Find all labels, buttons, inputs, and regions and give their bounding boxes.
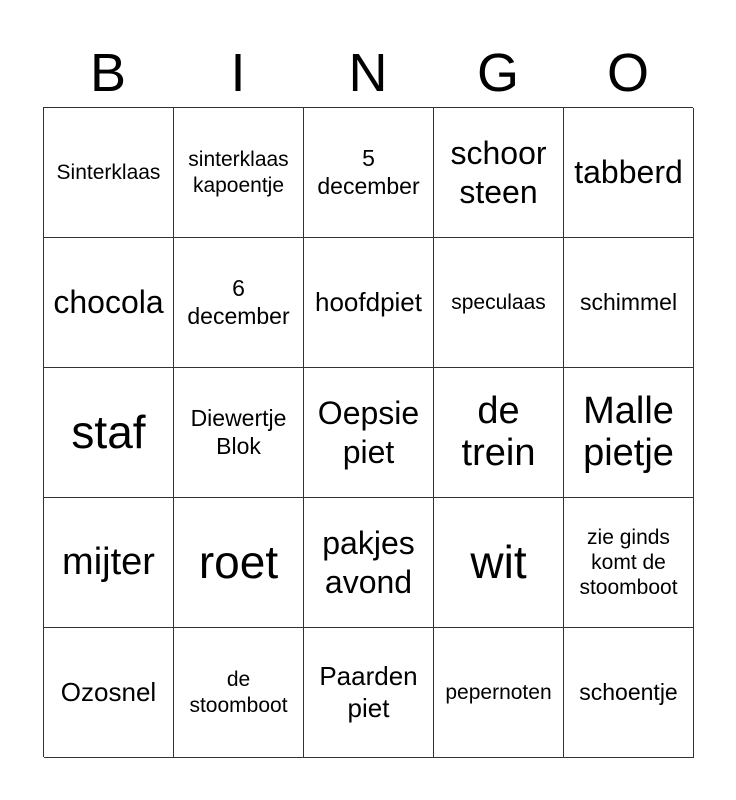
bingo-cell[interactable] [304,628,434,758]
bingo-cell[interactable] [304,238,434,368]
header-letter-n: N [348,43,388,103]
bingo-grid [43,107,693,757]
header-letter-g: G [476,43,519,103]
bingo-cell[interactable] [434,628,564,758]
bingo-cell[interactable] [304,498,434,628]
bingo-cell[interactable] [564,368,694,498]
cell-text: zie ginds komt de stoomboot [579,525,678,600]
bingo-cell[interactable] [44,498,174,628]
bingo-cell[interactable] [434,368,564,498]
bingo-cell[interactable] [174,498,304,628]
cell-text: Oepsie piet [317,395,420,470]
cell-text: speculaas [451,290,546,314]
cell-text: de trein [461,389,536,474]
cell-text: Malle pietje [583,389,674,474]
cell-text: Diewertje Blok [190,404,287,459]
cell-text: mijter [62,540,155,583]
cell-text: hoofdpiet [315,286,422,317]
bingo-cell[interactable] [44,238,174,368]
header-letter-o: O [606,43,649,103]
cell-text: Sinterklaas [56,160,161,184]
bingo-cell[interactable] [564,628,694,758]
cell-text: staf [71,406,146,459]
bingo-cell[interactable] [44,108,174,238]
bingo-cell[interactable] [434,238,564,368]
cell-text: 6 december [187,274,290,329]
cell-text: 5 december [317,144,420,199]
cell-text: wit [470,536,527,589]
bingo-cell[interactable] [564,238,694,368]
cell-text: roet [198,536,279,589]
cell-text: pakjes avond [322,525,415,600]
cell-text: Ozosnel [60,676,157,707]
cell-text: pepernoten [445,680,552,704]
cell-text: Paarden piet [319,661,418,723]
bingo-cell[interactable] [174,238,304,368]
bingo-cell[interactable] [174,368,304,498]
cell-text: schoentje [579,678,678,705]
bingo-header [43,40,693,106]
header-letter-i: I [230,43,246,103]
cell-text: sinterklaas kapoentje [188,148,289,197]
cell-text: schimmel [579,288,678,315]
cell-text: tabberd [574,154,683,191]
cell-text: chocola [53,284,164,321]
bingo-cell[interactable] [564,498,694,628]
cell-text: schoor steen [450,135,547,210]
bingo-cell[interactable] [434,498,564,628]
bingo-cell[interactable] [304,108,434,238]
cell-text: de stoomboot [189,668,288,717]
bingo-cell[interactable] [44,628,174,758]
header-letter-b: B [89,43,127,103]
bingo-cell[interactable] [44,368,174,498]
bingo-cell[interactable] [434,108,564,238]
bingo-cell[interactable] [304,368,434,498]
bingo-cell[interactable] [174,108,304,238]
bingo-cell[interactable] [174,628,304,758]
bingo-cell[interactable] [564,108,694,238]
